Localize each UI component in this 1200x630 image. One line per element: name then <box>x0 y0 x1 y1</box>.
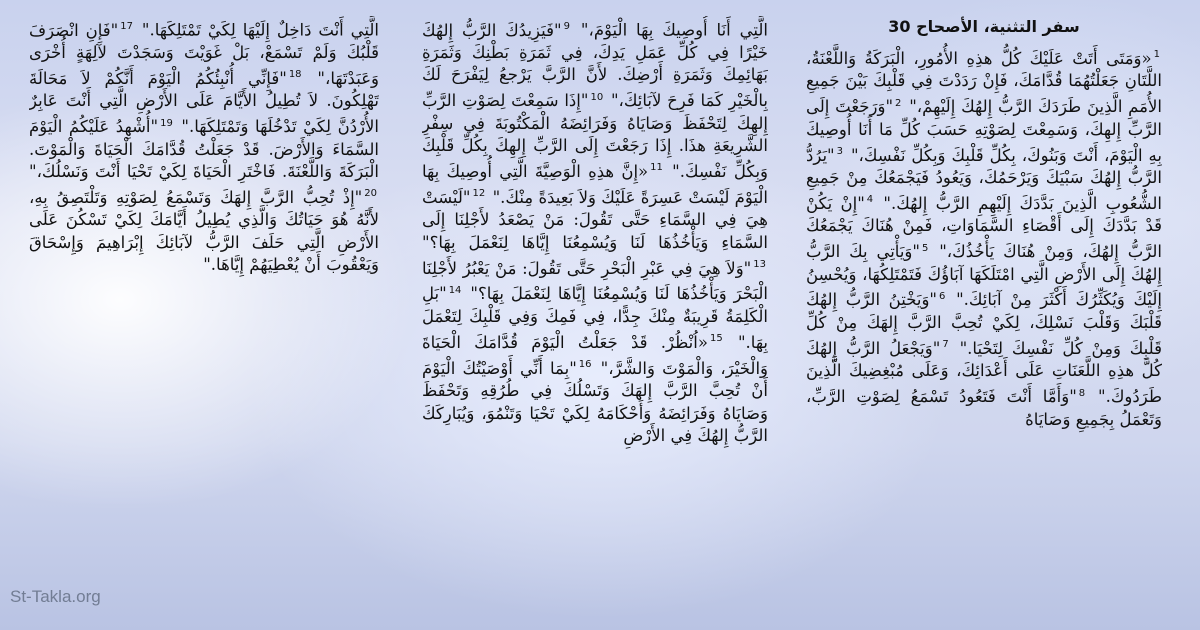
verse-number: 15 <box>709 333 723 345</box>
verse-number: 7 <box>942 339 949 351</box>
verse-text: "فَإِنِ انْصَرَفَ قَلْبُكَ وَلَمْ تَسْمَعْ، بَلْ غَوَيْتَ وَسَجَدْتَ لآلِهَةٍ أُخْرَى وَعَبَدْتَهَا،" <box>29 20 379 88</box>
column-middle <box>422 16 768 616</box>
verse-text: "أُشْهِدُ عَلَيْكُمُ الْيَوْمَ السَّمَاءَ وَالأَرْضَ. قَدْ جَعَلْتُ قُدَّامَكَ الْحَيَاةَ وَالْمَوْتَ. الْبَرَكَةَ وَاللَّعْنَةَ. فَاخْتَرِ الْحَيَاةَ لِكَيْ تَحْيَا أَنْتَ وَنَسْلُكَ،" <box>29 117 379 181</box>
verse-number: 5 <box>921 242 929 254</box>
verse-text: "وَأَمَّا أَنْتَ فَتَعُودُ تَسْمَعُ لِصَوْتِ الرَّبِّ، وَتَعْمَلُ بِجَمِيعِ وَصَايَاهُ <box>806 387 1162 429</box>
verse-text: "وَلاَ هِيَ فِي عَبْرِ الْبَحْرِ حَتَّى تَقُولَ: مَنْ يَعْبُرُ لأَجْلِنَا الْبَحْرَ وَيَأْخُذُهَا لَنَا وَيُسْمِعُنَا إِيَّاهَا لِنَعْمَلَ بِهَا؟" <box>422 258 768 304</box>
verse-number: 3 <box>836 146 844 158</box>
verse-number: 16 <box>578 359 592 371</box>
verse-number: 4 <box>866 194 874 206</box>
verse-number: 18 <box>288 69 302 81</box>
verse-number: 11 <box>650 162 663 174</box>
verse-number: 10 <box>590 91 604 103</box>
verse-text: «اُنْظُرْ. قَدْ جَعَلْتُ الْيَوْمَ قُدَّامَكَ الْحَيَاةَ وَالْخَيْرَ، وَالْمَوْتَ وَالشَّرَّ،" <box>422 332 768 378</box>
verse-text: "وَرَجَعْتَ إِلَى الرَّبِّ إِلهِكَ، وَسَمِعْتَ لِصَوْتِهِ حَسَبَ كُلِّ مَا أَنَا أُوصِيكَ بِهِ الْيَوْمَ، أَنْتَ وَبَنُوكَ، بِكُلِّ قَلْبِكَ وَبِكُلِّ نَفْسِكَ،" <box>806 97 1162 165</box>
verse-number: 6 <box>939 290 946 302</box>
verse-number: 20 <box>364 188 377 200</box>
verse-text: الَّتِي أَنَا أُوصِيكَ بِهَا الْيَوْمَ،" <box>580 20 768 40</box>
verse-text: "إِنْ يَكُنْ قَدْ بَدَّدَكَ إِلَى أَقْصَاءِ السَّمَاوَاتِ، فَمِنْ هُنَاكَ يَجْمَعُكَ الرَّبُّ إِلهُكَ، وَمِنْ هُنَاكَ يَأْخُذُكَ،" <box>806 193 1162 262</box>
verse-text: "وَيَأْتِي بِكَ الرَّبُّ إِلهُكَ إِلَى الأَرْضِ الَّتِي امْتَلَكَهَا آبَاؤُكَ فَتَمْتَلِكُهَا، وَيُحْسِنُ إِلَيْكَ وَيُكَثِّرُكَ أَكْثَرَ مِنْ آبَائِكَ." <box>806 242 1162 310</box>
verse-number: 1 <box>1153 49 1160 61</box>
verse-text: "وَيَخْتِنُ الرَّبُّ إِلهُكَ قَلْبَكَ وَقَلْبَ نَسْلِكَ، لِكَيْ تُحِبَّ الرَّبَّ إِلهَكَ مِنْ كُلِّ قَلْبِكَ وَمِنْ كُلِّ نَفْسِكَ لِتَحْيَا." <box>806 290 1162 358</box>
column-left <box>29 16 379 616</box>
verse-text: «إِنَّ هذِهِ الْوَصِيَّةَ الَّتِي أُوصِيكَ بِهَا الْيَوْمَ لَيْسَتْ عَسِرَةً عَلَيْكَ وَلاَ بَعِيدَةً مِنْكَ." <box>422 161 768 207</box>
column-left-text <box>29 16 379 276</box>
verse-text: "بَلِ الْكَلِمَةُ قَرِيبَةٌ مِنْكَ جِدًّا، فِي فَمِكَ وَفِي قَلْبِكَ لِتَعْمَلَ بِهَا." <box>422 284 768 352</box>
verse-text: "إِذَا سَمِعْتَ لِصَوْتِ الرَّبِّ إِلهِكَ لِتَحْفَظَ وَصَايَاهُ وَفَرَائِضَهُ الْمَكْتُوبَةَ فِي سِفْرِ الشَّرِيعَةِ هذَا. إِذَا رَجَعْتَ إِلَى الرَّبِّ إِلهِكَ بِكُلِّ قَلْبِكَ وَبِكُلِّ نَفْسِكَ." <box>422 91 768 181</box>
chapter-title: سفر التثنية، الأصحاح 30 <box>888 17 1080 36</box>
verse-text: "فَإِنِّي أُنْبِئُكُمُ الْيَوْمَ أَنَّكُمْ لاَ مَحَالَةَ تَهْلِكُونَ. لاَ تُطِيلُ الأَيَّامَ عَلَى الأَرْضِ الَّتِي أَنْتَ عَابِرٌ الأُرْدُنَّ لِكَيْ تَدْخُلَهَا وَتَمْتَلِكَهَا." <box>29 68 379 137</box>
verse <box>142 21 379 40</box>
verse-text: «وَمَتَى أَتَتْ عَلَيْكَ كُلُّ هذِهِ الأُمُورِ، الْبَرَكَةُ وَاللَّعْنَةُ، اللَّتَانِ جَعَلْتُهُمَا قُدَّامَكَ، فَإِنْ رَدَدْتَ فِي قَلْبِكَ بَيْنَ جَمِيعِ الأُمَمِ الَّذِينَ طَرَدَكَ الرَّبُّ إِلهُكَ إِلَيْهِمْ،" <box>806 48 1162 117</box>
column-middle-text <box>422 16 768 447</box>
verse-text: الَّتِي أَنْتَ دَاخِلٌ إِلَيْهَا لِكَيْ تَمْتَلِكَهَا." <box>141 20 379 40</box>
verse-text: "وَيَجْعَلُ الرَّبُّ إِلهُكَ كُلَّ هذِهِ اللَّعَنَاتِ عَلَى أَعْدَائِكَ، وَعَلَى مُبْغِضِيكَ الَّذِينَ طَرَدُوكَ." <box>806 338 1162 407</box>
verse-text: "يَرُدُّ الرَّبُّ إِلهُكَ سَبْيَكَ وَيَرْحَمُكَ، وَيَعُودُ فَيَجْمَعُكَ مِنْ جَمِيعِ الشُّعُوبِ الَّذِينَ بَدَّدَكَ إِلَيْهِمِ الرَّبُّ إِلهُكَ." <box>806 145 1162 213</box>
site-watermark: St-Takla.org <box>10 587 101 606</box>
column-right <box>806 16 1162 616</box>
verse-number: 19 <box>160 117 173 129</box>
verse <box>581 21 768 40</box>
verse <box>422 259 768 304</box>
verse-text: "إِذْ تُحِبُّ الرَّبَّ إِلهَكَ وَتَسْمَعُ لِصَوْتِهِ وَتَلْتَصِقُ بِهِ، لأَنَّهُ هُوَ حَيَاتُكَ وَالَّذِي يُطِيلُ أَيَّامَكَ لِكَيْ تَسْكُنَ عَلَى الأَرْضِ الَّتِي حَلَفَ الرَّبُّ لآبَائِكَ إِبْرَاهِيمَ وَإِسْحَاقَ وَيَعْقُوبَ أَنْ يُعْطِيَهُمْ إِيَّاهَا." <box>29 187 379 275</box>
verse-number: 9 <box>563 21 570 32</box>
verse-number: 14 <box>448 284 462 296</box>
page-frame <box>18 10 1174 622</box>
verse-number: 12 <box>472 188 486 200</box>
verse-text: "لَيْسَتْ هِيَ فِي السَّمَاءِ حَتَّى تَقُولَ: مَنْ يَصْعَدُ لأَجْلِنَا إِلَى السَّمَاءِ وَيَأْخُذُهَا لَنَا وَيُسْمِعُنَا إِيَّاهَا لِنَعْمَلَ بِهَا؟" <box>422 187 768 252</box>
verse-number: 17 <box>120 21 133 32</box>
verse-number: 8 <box>1078 387 1086 399</box>
verse-number: 13 <box>753 259 766 271</box>
column-right-text <box>806 44 1162 431</box>
verse-text: "فَيَزِيدُكَ الرَّبُّ إِلهُكَ خَيْرًا فِي كُلِّ عَمَلِ يَدِكَ، فِي ثَمَرَةِ بَطْنِكَ وَثَمَرَةِ بَهَائِمِكَ وَثَمَرَةِ أَرْضِكَ. لأَنَّ الرَّبَّ يَرْجعُ لِيَفْرَحَ لَكَ بِالْخَيْرِ كَمَا فَرِحَ لآبَائِكَ،" <box>422 20 768 111</box>
verse-number: 2 <box>895 97 902 109</box>
verse-text: "بِمَا أَنِّي أَوْصَيْتُكَ الْيَوْمَ أَنْ تُحِبَّ الرَّبَّ إِلهَكَ وَتَسْلُكَ فِي طُرُقِهِ وَتَحْفَظَ وَصَايَاهُ وَفَرَائِضَهُ وَأَحْكَامَهُ لِكَيْ تَحْيَا وَتَنْمُوَ، وَيُبَارِكَكَ الرَّبُّ إِلهُكَ فِي الأَرْضِ <box>422 358 768 445</box>
verse <box>29 188 379 274</box>
